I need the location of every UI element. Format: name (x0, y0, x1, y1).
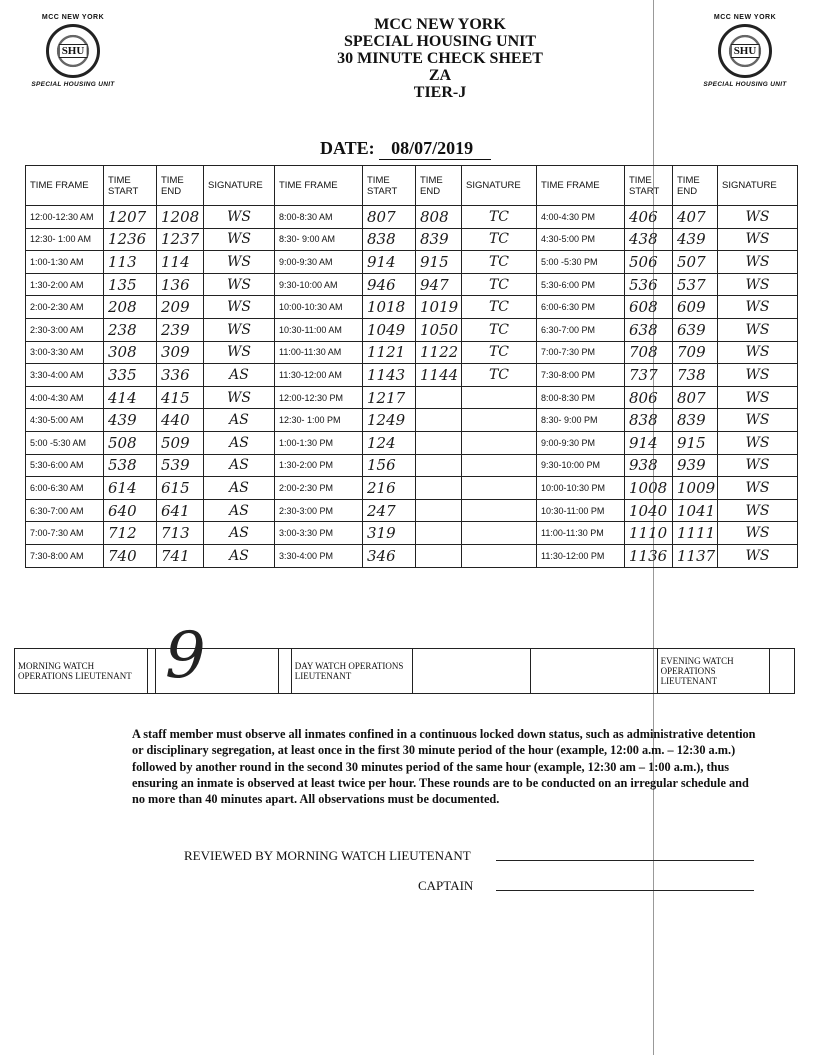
time-frame-cell: 3:00-3:30 AM (26, 341, 104, 364)
time-frame-cell: 8:00-8:30 PM (537, 386, 625, 409)
time-start-cell[interactable]: 1040 (625, 499, 673, 522)
time-frame-cell: 6:00-6:30 PM (537, 296, 625, 319)
time-end-cell[interactable]: 1019 (416, 296, 462, 319)
signature-cell[interactable]: AS (204, 409, 275, 432)
time-frame-cell: 3:30-4:00 PM (275, 544, 363, 567)
signature-cell[interactable]: WS (204, 318, 275, 341)
reviewed-by-line (184, 848, 471, 864)
title-line-5: TIER-J (413, 84, 467, 101)
morning-watch-gap (148, 649, 156, 694)
table-row (26, 454, 798, 477)
signature-cell[interactable]: WS (718, 364, 798, 387)
time-end-cell[interactable]: 609 (673, 296, 718, 319)
time-end-cell[interactable]: 209 (157, 296, 204, 319)
time-end-cell[interactable]: 839 (673, 409, 718, 432)
time-frame-cell: 5:30-6:00 AM (26, 454, 104, 477)
watch-signature-table (14, 648, 795, 694)
evening-watch-gap (530, 649, 657, 694)
signature-cell[interactable]: AS (204, 364, 275, 387)
signature-cell[interactable]: TC (462, 251, 537, 274)
captain-line (418, 878, 473, 894)
time-end-cell[interactable]: 808 (416, 206, 462, 229)
title-line-3: 30 MINUTE CHECK SHEET (337, 50, 543, 67)
time-start-cell[interactable]: 838 (363, 228, 416, 251)
time-start-cell[interactable]: 308 (104, 341, 157, 364)
signature-cell[interactable] (462, 454, 537, 477)
reviewed-by-label: REVIEWED BY MORNING WATCH LIEUTENANT (184, 848, 471, 863)
column-header: TIME END (673, 166, 718, 206)
time-end-cell[interactable]: 1137 (673, 544, 718, 567)
table-row (26, 477, 798, 500)
time-frame-cell: 6:30-7:00 PM (537, 318, 625, 341)
table-row (26, 386, 798, 409)
time-frame-cell: 1:30-2:00 PM (275, 454, 363, 477)
time-start-cell[interactable]: 1217 (363, 386, 416, 409)
time-start-cell[interactable]: 806 (625, 386, 673, 409)
time-frame-cell: 8:30- 9:00 PM (537, 409, 625, 432)
time-start-cell[interactable]: 438 (625, 228, 673, 251)
column-header: TIME START (104, 166, 157, 206)
logo-top-text: MCC NEW YORK (41, 14, 105, 21)
time-end-cell[interactable]: 639 (673, 318, 718, 341)
signature-cell[interactable]: AS (204, 431, 275, 454)
time-start-cell[interactable]: 914 (625, 431, 673, 454)
column-header: TIME START (363, 166, 416, 206)
signature-cell[interactable]: WS (204, 228, 275, 251)
table-row (26, 341, 798, 364)
time-start-cell[interactable]: 1143 (363, 364, 416, 387)
time-end-cell[interactable]: 136 (157, 273, 204, 296)
time-start-cell[interactable]: 1136 (625, 544, 673, 567)
shu-seal-icon (46, 24, 100, 78)
signature-cell[interactable]: WS (718, 341, 798, 364)
time-start-cell[interactable]: 1018 (363, 296, 416, 319)
day-watch-signature-box[interactable] (412, 649, 530, 694)
time-end-cell[interactable] (416, 477, 462, 500)
time-frame-cell: 12:30- 1:00 AM (26, 228, 104, 251)
time-start-cell[interactable]: 406 (625, 206, 673, 229)
time-end-cell[interactable]: 439 (673, 228, 718, 251)
time-frame-cell: 9:30-10:00 PM (537, 454, 625, 477)
time-frame-cell: 10:30-11:00 AM (275, 318, 363, 341)
observation-policy-note: A staff member must observe all inmates confined in a continuous locked down status, such as administrative detention or disciplinary segregation, at least once in the first 30 minute period of the hour (example, 12:00 a.m. – 12:30 a.m.) followed by another round in the second 30 minutes period of the same hour (example, 12:30 am – 1:00 a.m.), thus ensuring an inmate is observed at least twice per hour. These rounds are to be conducted on an irregular schedule and no more than 40 minutes apart. All observations must be documented. (132, 727, 756, 807)
time-end-cell[interactable]: 1144 (416, 364, 462, 387)
time-start-cell[interactable]: 508 (104, 431, 157, 454)
time-frame-cell: 5:30-6:00 PM (537, 273, 625, 296)
day-watch-label: DAY WATCH OPERATIONS LIEUTENANT (291, 649, 412, 694)
time-end-cell[interactable] (416, 386, 462, 409)
check-log-table (25, 165, 798, 568)
time-frame-cell: 4:30-5:00 AM (26, 409, 104, 432)
time-end-cell[interactable]: 1237 (157, 228, 204, 251)
time-frame-cell: 12:30- 1:00 PM (275, 409, 363, 432)
signature-cell[interactable] (462, 522, 537, 545)
signature-cell[interactable]: TC (462, 296, 537, 319)
time-end-cell[interactable]: 407 (673, 206, 718, 229)
table-row (26, 409, 798, 432)
evening-watch-signature-box[interactable] (770, 649, 795, 694)
time-start-cell[interactable]: 938 (625, 454, 673, 477)
time-frame-cell: 10:00-10:30 PM (537, 477, 625, 500)
time-start-cell[interactable]: 208 (104, 296, 157, 319)
table-row (26, 431, 798, 454)
signature-cell[interactable]: WS (204, 206, 275, 229)
time-start-cell[interactable]: 216 (363, 477, 416, 500)
column-header: TIME FRAME (26, 166, 104, 206)
time-frame-cell: 2:00-2:30 PM (275, 477, 363, 500)
table-row (26, 228, 798, 251)
time-frame-cell: 1:30-2:00 AM (26, 273, 104, 296)
column-header: SIGNATURE (204, 166, 275, 206)
shu-seal-icon (718, 24, 772, 78)
signature-cell[interactable]: WS (718, 273, 798, 296)
time-start-cell[interactable]: 640 (104, 499, 157, 522)
seal-text: SHU (731, 44, 760, 58)
signature-cell[interactable]: TC (462, 273, 537, 296)
time-frame-cell: 8:30- 9:00 AM (275, 228, 363, 251)
column-header: TIME FRAME (537, 166, 625, 206)
time-start-cell[interactable]: 737 (625, 364, 673, 387)
time-frame-cell: 9:30-10:00 AM (275, 273, 363, 296)
signature-cell[interactable]: WS (718, 544, 798, 567)
time-end-cell[interactable] (416, 454, 462, 477)
time-end-cell[interactable]: 915 (416, 251, 462, 274)
signature-cell[interactable] (462, 499, 537, 522)
logo-bottom-text: SPECIAL HOUSING UNIT (31, 81, 115, 88)
time-end-cell[interactable]: 1111 (673, 522, 718, 545)
morning-watch-label: MORNING WATCH OPERATIONS LIEUTENANT (15, 649, 148, 694)
time-start-cell[interactable]: 238 (104, 318, 157, 341)
signature-cell[interactable]: WS (718, 386, 798, 409)
time-end-cell[interactable]: 1122 (416, 341, 462, 364)
signature-cell[interactable]: WS (718, 522, 798, 545)
signature-cell[interactable]: WS (204, 251, 275, 274)
column-header: TIME START (625, 166, 673, 206)
time-start-cell[interactable]: 1121 (363, 341, 416, 364)
shu-logo-right (690, 14, 800, 88)
time-start-cell[interactable]: 319 (363, 522, 416, 545)
signature-cell[interactable]: WS (718, 206, 798, 229)
signature-cell[interactable]: TC (462, 364, 537, 387)
signature-cell[interactable]: AS (204, 499, 275, 522)
time-frame-cell: 1:00-1:30 PM (275, 431, 363, 454)
time-end-cell[interactable]: 709 (673, 341, 718, 364)
shu-logo-left (18, 14, 128, 88)
time-frame-cell: 5:00 -5:30 AM (26, 431, 104, 454)
column-header: SIGNATURE (462, 166, 537, 206)
column-header: TIME END (157, 166, 204, 206)
time-end-cell[interactable]: 741 (157, 544, 204, 567)
time-end-cell[interactable]: 839 (416, 228, 462, 251)
table-row (26, 499, 798, 522)
document-title (260, 16, 620, 101)
time-end-cell[interactable]: 239 (157, 318, 204, 341)
time-end-cell[interactable]: 509 (157, 431, 204, 454)
time-start-cell[interactable]: 740 (104, 544, 157, 567)
signature-cell[interactable]: TC (462, 206, 537, 229)
time-frame-cell: 6:00-6:30 AM (26, 477, 104, 500)
time-end-cell[interactable]: 1009 (673, 477, 718, 500)
time-frame-cell: 7:30-8:00 AM (26, 544, 104, 567)
signature-cell[interactable]: AS (204, 454, 275, 477)
time-start-cell[interactable]: 506 (625, 251, 673, 274)
signature-cell[interactable]: TC (462, 341, 537, 364)
signature-cell[interactable]: WS (204, 341, 275, 364)
signature-cell[interactable] (462, 386, 537, 409)
logo-bottom-text: SPECIAL HOUSING UNIT (703, 81, 787, 88)
signature-cell[interactable]: WS (718, 318, 798, 341)
time-start-cell[interactable]: 1110 (625, 522, 673, 545)
time-start-cell[interactable]: 1207 (104, 206, 157, 229)
time-end-cell[interactable]: 1041 (673, 499, 718, 522)
time-frame-cell: 7:30-8:00 PM (537, 364, 625, 387)
time-end-cell[interactable]: 713 (157, 522, 204, 545)
time-start-cell[interactable]: 1049 (363, 318, 416, 341)
time-end-cell[interactable]: 440 (157, 409, 204, 432)
time-frame-cell: 4:00-4:30 AM (26, 386, 104, 409)
time-start-cell[interactable]: 247 (363, 499, 416, 522)
time-start-cell[interactable]: 838 (625, 409, 673, 432)
signature-cell[interactable]: WS (718, 409, 798, 432)
signature-cell[interactable] (462, 477, 537, 500)
time-start-cell[interactable]: 608 (625, 296, 673, 319)
time-end-cell[interactable]: 615 (157, 477, 204, 500)
signature-cell[interactable]: WS (204, 296, 275, 319)
time-end-cell[interactable]: 947 (416, 273, 462, 296)
signature-cell[interactable]: WS (718, 228, 798, 251)
time-start-cell[interactable]: 712 (104, 522, 157, 545)
time-frame-cell: 9:00-9:30 PM (537, 431, 625, 454)
table-row (26, 273, 798, 296)
time-start-cell[interactable]: 536 (625, 273, 673, 296)
time-start-cell[interactable]: 946 (363, 273, 416, 296)
time-end-cell[interactable]: 1208 (157, 206, 204, 229)
time-end-cell[interactable] (416, 544, 462, 567)
time-start-cell[interactable]: 914 (363, 251, 416, 274)
time-frame-cell: 8:00-8:30 AM (275, 206, 363, 229)
signature-cell[interactable] (462, 431, 537, 454)
time-end-cell[interactable]: 939 (673, 454, 718, 477)
time-frame-cell: 3:00-3:30 PM (275, 522, 363, 545)
time-start-cell[interactable]: 638 (625, 318, 673, 341)
time-end-cell[interactable]: 807 (673, 386, 718, 409)
table-row (26, 296, 798, 319)
title-line-1: MCC NEW YORK (374, 16, 506, 33)
table-header-row (26, 166, 798, 206)
signature-cell[interactable]: WS (718, 296, 798, 319)
time-start-cell[interactable]: 614 (104, 477, 157, 500)
table-row (26, 364, 798, 387)
time-end-cell[interactable]: 537 (673, 273, 718, 296)
captain-label: CAPTAIN (418, 878, 474, 893)
time-end-cell[interactable]: 641 (157, 499, 204, 522)
signature-cell[interactable] (462, 409, 537, 432)
time-start-cell[interactable]: 156 (363, 454, 416, 477)
time-frame-cell: 11:30-12:00 PM (537, 544, 625, 567)
time-frame-cell: 7:00-7:30 AM (26, 522, 104, 545)
time-frame-cell: 4:30-5:00 PM (537, 228, 625, 251)
time-frame-cell: 11:00-11:30 AM (275, 341, 363, 364)
time-frame-cell: 7:00-7:30 PM (537, 341, 625, 364)
signature-cell[interactable]: WS (718, 477, 798, 500)
time-frame-cell: 12:00-12:30 PM (275, 386, 363, 409)
time-start-cell[interactable]: 1008 (625, 477, 673, 500)
time-start-cell[interactable]: 708 (625, 341, 673, 364)
time-start-cell[interactable]: 135 (104, 273, 157, 296)
time-start-cell[interactable]: 1249 (363, 409, 416, 432)
time-frame-cell: 12:00-12:30 AM (26, 206, 104, 229)
date-label: DATE: (320, 138, 375, 158)
signature-cell[interactable]: WS (718, 454, 798, 477)
table-body (26, 206, 798, 568)
time-frame-cell: 5:00 -5:30 PM (537, 251, 625, 274)
signature-cell[interactable]: AS (204, 477, 275, 500)
signature-cell[interactable]: WS (718, 431, 798, 454)
table-row (26, 522, 798, 545)
signature-cell[interactable]: AS (204, 544, 275, 567)
time-start-cell[interactable]: 807 (363, 206, 416, 229)
seal-text: SHU (59, 44, 88, 58)
column-header: TIME END (416, 166, 462, 206)
time-frame-cell: 6:30-7:00 AM (26, 499, 104, 522)
signature-cell[interactable] (462, 544, 537, 567)
time-start-cell[interactable]: 335 (104, 364, 157, 387)
time-start-cell[interactable]: 414 (104, 386, 157, 409)
time-end-cell[interactable] (416, 409, 462, 432)
time-frame-cell: 2:30-3:00 AM (26, 318, 104, 341)
table-row (26, 318, 798, 341)
time-frame-cell: 1:00-1:30 AM (26, 251, 104, 274)
signature-cell[interactable]: WS (718, 251, 798, 274)
time-frame-cell: 11:00-11:30 PM (537, 522, 625, 545)
signature-cell[interactable]: WS (718, 499, 798, 522)
time-end-cell[interactable] (416, 431, 462, 454)
signature-cell[interactable]: WS (204, 273, 275, 296)
time-frame-cell: 11:30-12:00 AM (275, 364, 363, 387)
time-start-cell[interactable]: 538 (104, 454, 157, 477)
logo-top-text: MCC NEW YORK (713, 14, 777, 21)
signature-cell[interactable]: AS (204, 522, 275, 545)
column-header: SIGNATURE (718, 166, 798, 206)
signature-cell[interactable]: TC (462, 228, 537, 251)
time-end-cell[interactable]: 539 (157, 454, 204, 477)
time-end-cell[interactable]: 114 (157, 251, 204, 274)
time-start-cell[interactable]: 124 (363, 431, 416, 454)
day-watch-gap (279, 649, 291, 694)
title-line-2: SPECIAL HOUSING UNIT (343, 33, 537, 50)
time-end-cell[interactable] (416, 499, 462, 522)
table-row (26, 251, 798, 274)
table-row (26, 206, 798, 229)
time-frame-cell: 9:00-9:30 AM (275, 251, 363, 274)
time-end-cell[interactable]: 915 (673, 431, 718, 454)
time-start-cell[interactable]: 1236 (104, 228, 157, 251)
time-end-cell[interactable]: 415 (157, 386, 204, 409)
time-frame-cell: 10:30-11:00 PM (537, 499, 625, 522)
morning-watch-signature: 9 (165, 619, 206, 693)
title-line-4: ZA (428, 67, 452, 84)
time-frame-cell: 2:30-3:00 PM (275, 499, 363, 522)
time-end-cell[interactable]: 309 (157, 341, 204, 364)
time-frame-cell: 10:00-10:30 AM (275, 296, 363, 319)
date-value: 08/07/2019 (379, 138, 491, 160)
time-start-cell[interactable]: 346 (363, 544, 416, 567)
column-header: TIME FRAME (275, 166, 363, 206)
time-start-cell[interactable]: 113 (104, 251, 157, 274)
time-end-cell[interactable]: 1050 (416, 318, 462, 341)
time-frame-cell: 4:00-4:30 PM (537, 206, 625, 229)
evening-watch-label: EVENING WATCH OPERATIONS LIEUTENANT (657, 649, 770, 694)
time-end-cell[interactable]: 738 (673, 364, 718, 387)
time-end-cell[interactable] (416, 522, 462, 545)
time-end-cell[interactable]: 507 (673, 251, 718, 274)
date-row (320, 138, 491, 160)
time-start-cell[interactable]: 439 (104, 409, 157, 432)
signature-cell[interactable]: TC (462, 318, 537, 341)
time-frame-cell: 3:30-4:00 AM (26, 364, 104, 387)
time-frame-cell: 2:00-2:30 AM (26, 296, 104, 319)
signature-cell[interactable]: WS (204, 386, 275, 409)
time-end-cell[interactable]: 336 (157, 364, 204, 387)
table-row (26, 544, 798, 567)
